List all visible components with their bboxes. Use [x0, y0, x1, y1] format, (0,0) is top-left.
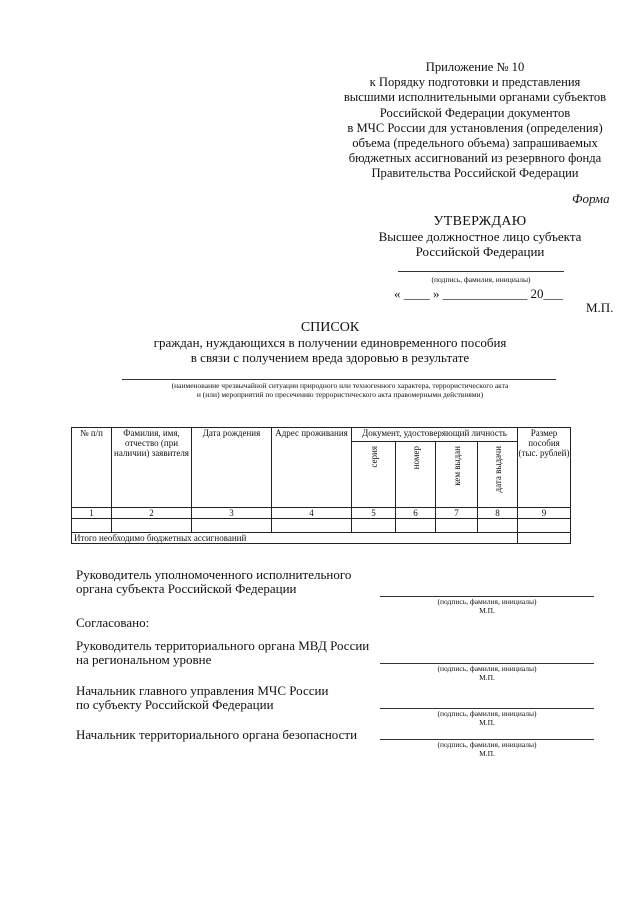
- header-identity-document: Документ, удостоверяющий личность: [352, 428, 518, 442]
- header-amount: Размер пособия (тыс. рублей): [518, 428, 571, 508]
- table-cell: [192, 519, 272, 533]
- table-cell: [518, 519, 571, 533]
- approval-signature-line: [398, 271, 564, 272]
- reason-caption: [110, 381, 570, 399]
- appendix-line: объема (предельного объема) запрашиваемых: [352, 136, 598, 151]
- reason-caption-line: и (или) мероприятий по пресечению террористического акта правомерными действиями): [196, 390, 484, 399]
- document-title-block: [120, 320, 540, 365]
- appendix-line: высшими исполнительными органами субъектов: [343, 90, 607, 105]
- total-value: [518, 533, 571, 544]
- column-number: 9: [518, 508, 571, 519]
- signatory-title: Начальник территориального органа безопасности: [76, 727, 358, 742]
- agreed-label: Согласовано:: [76, 615, 150, 630]
- approval-signature-caption: (подпись, фамилия, инициалы): [431, 275, 531, 284]
- appendix-line: Правительства Российской Федерации: [371, 166, 579, 181]
- mvd-signature-caption: [380, 665, 594, 682]
- column-number: 1: [72, 508, 112, 519]
- security-signature-caption: [380, 741, 594, 758]
- document-subtitle: граждан, нуждающихся в получении единовременного пособия: [153, 335, 507, 350]
- approval-stamp: М.П.: [586, 300, 614, 315]
- table-cell: [436, 519, 478, 533]
- signature-caption: (подпись, фамилия, инициалы): [437, 597, 537, 606]
- column-number: 3: [192, 508, 272, 519]
- document-title: СПИСОК: [300, 320, 360, 335]
- appendix-header: [330, 60, 620, 182]
- column-number: 6: [396, 508, 436, 519]
- header-num: № п/п: [72, 428, 112, 508]
- column-number: 8: [478, 508, 518, 519]
- header-series: серия: [368, 446, 379, 468]
- citizens-table: [71, 427, 571, 544]
- approval-date-line: « ____ » _____________ 20___: [394, 286, 563, 301]
- signatory-title: Начальник главного управления МЧС России: [76, 683, 329, 698]
- head-signatory: [76, 568, 351, 596]
- total-row: [72, 533, 571, 544]
- appendix-line: Приложение № 10: [425, 60, 525, 74]
- signature-caption: (подпись, фамилия, инициалы): [437, 740, 537, 749]
- table-cell: [352, 519, 396, 533]
- appendix-line: бюджетных ассигнований из резервного фонда: [348, 151, 602, 166]
- table-cell: [396, 519, 436, 533]
- header-number: номер: [410, 446, 421, 470]
- reason-line: [122, 379, 556, 380]
- column-number: 7: [436, 508, 478, 519]
- head-signature-caption: [380, 598, 594, 615]
- header-issued-by: кем выдан: [451, 446, 462, 486]
- header-issue-date-cell: [478, 442, 518, 508]
- header-series-cell: [352, 442, 396, 508]
- header-number-cell: [396, 442, 436, 508]
- header-issue-date: дата выдачи: [492, 446, 503, 493]
- approval-official-line: Российской Федерации: [415, 244, 545, 259]
- table-cell: [72, 519, 112, 533]
- header-fio: Фамилия, имя, отчество (при наличии) заявителя: [112, 428, 192, 508]
- column-number: 2: [112, 508, 192, 519]
- appendix-line: Российской Федерации документов: [379, 105, 571, 120]
- table-cell: [112, 519, 192, 533]
- appendix-line: к Порядку подготовки и представления: [369, 75, 581, 90]
- signatory-title: Руководитель территориального органа МВД России: [76, 638, 370, 653]
- column-number: 5: [352, 508, 396, 519]
- stamp-label: М.П.: [479, 672, 495, 682]
- table-cell: [272, 519, 352, 533]
- signatory-title: на региональном уровне: [76, 652, 212, 667]
- signatory-title: Руководитель уполномоченного исполнительного: [76, 567, 352, 582]
- mchs-signatory: [76, 684, 328, 712]
- total-label: Итого необходимо бюджетных ассигнований: [72, 533, 518, 544]
- mchs-signature-caption: [380, 710, 594, 727]
- header-birth-date: Дата рождения: [192, 428, 272, 508]
- security-signatory: [76, 728, 357, 742]
- reason-caption-line: (наименование чрезвычайной ситуации природного или техногенного характера, террористического акта: [171, 381, 509, 390]
- document-subtitle: в связи с получением вреда здоровью в результате: [190, 350, 470, 365]
- signature-caption: (подпись, фамилия, инициалы): [437, 709, 537, 718]
- mvd-signatory: [76, 639, 369, 667]
- signatory-title: по субъекту Российской Федерации: [76, 697, 274, 712]
- approval-title: УТВЕРЖДАЮ: [433, 214, 527, 229]
- header-address: Адрес проживания: [272, 428, 352, 508]
- stamp-label: М.П.: [479, 717, 495, 727]
- approval-block: [360, 214, 600, 259]
- approval-official-line: Высшее должностное лицо субъекта: [378, 229, 582, 244]
- table-row: [72, 519, 571, 533]
- signature-caption: (подпись, фамилия, инициалы): [437, 664, 537, 673]
- header-issued-by-cell: [436, 442, 478, 508]
- signatory-title: органа субъекта Российской Федерации: [76, 581, 297, 596]
- stamp-label: М.П.: [479, 605, 495, 615]
- form-label: Форма: [572, 191, 610, 206]
- column-number: 4: [272, 508, 352, 519]
- table-cell: [478, 519, 518, 533]
- appendix-line: в МЧС России для установления (определения): [347, 120, 603, 135]
- stamp-label: М.П.: [479, 748, 495, 758]
